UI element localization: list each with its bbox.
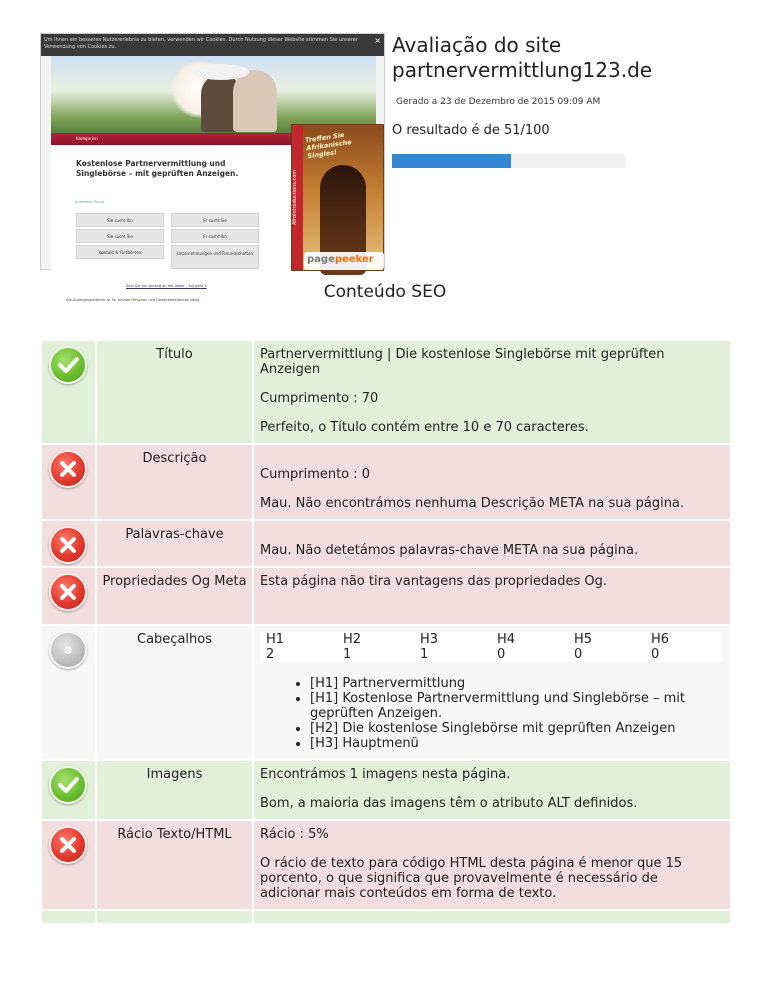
heading-tag: H1 — [260, 632, 337, 647]
headings-list — [310, 676, 722, 751]
banner-photo — [51, 56, 376, 133]
heading-tag: H2 — [337, 632, 414, 647]
close-icon: × — [374, 36, 381, 45]
row-label: Título — [97, 341, 252, 443]
row-label: Propriedades Og Meta — [97, 568, 252, 624]
score-progress-bar — [392, 154, 626, 168]
thumb-button: Sie sucht Ihn — [76, 213, 164, 227]
row-value — [254, 341, 730, 443]
heading-count: 0 — [491, 647, 568, 662]
heading-count: 1 — [337, 647, 414, 662]
heading-tag: H6 — [645, 632, 722, 647]
row-label — [97, 911, 252, 923]
row-label: Cabeçalhos — [97, 626, 252, 759]
status-cell — [42, 761, 95, 819]
cross-icon — [49, 826, 87, 864]
description-length: Cumprimento : 0 — [260, 467, 371, 482]
thumb-button: Er sucht Sie — [171, 213, 259, 227]
row-value — [254, 761, 730, 819]
row-value — [254, 626, 730, 759]
row-label: Rácio Texto/HTML — [97, 821, 252, 909]
images-verdict: Bom, a maioria das imagens têm o atributo ALT definidos. — [260, 796, 638, 811]
description-verdict: Mau. Não encontrámos nenhuma Descrição META na sua página. — [260, 496, 685, 511]
status-cell — [42, 626, 95, 759]
heading-count: 0 — [568, 647, 645, 662]
list-item: • [H1] Kostenlose Partnervermittlung und Singlebörse – mit geprüften Anzeigen. — [310, 691, 722, 721]
info-dot-icon — [49, 631, 87, 669]
list-item: • [H3] Hauptmenü — [310, 736, 722, 751]
page-title: Avaliação do site partnervermittlung123.de — [392, 33, 653, 82]
table-row-ratio — [42, 821, 730, 909]
row-label: Palavras-chave — [97, 521, 252, 566]
heading-tag: H3 — [414, 632, 491, 647]
thumb-links: Anmelden Suche — [75, 200, 105, 204]
thumb-ad-banner — [291, 124, 384, 271]
check-icon — [49, 766, 87, 804]
row-label: Imagens — [97, 761, 252, 819]
row-value — [254, 521, 730, 566]
table-row-title — [42, 341, 730, 443]
thumb-button: Unternehmungen und Freundschaften — [171, 245, 259, 269]
banner-hat — [193, 64, 249, 80]
pagepeeker-logo-a: page — [307, 254, 335, 265]
title-value: Partnervermittlung | Die kostenlose Singlebörse mit geprüften Anzeigen — [260, 347, 665, 377]
status-cell — [42, 568, 95, 624]
og-verdict: Esta página não tira vantagens das propriedades Og. — [260, 574, 607, 589]
list-item: • [H2] Die kostenlose Singlebörse mit geprüften Anzeigen — [310, 721, 722, 736]
ad-side-label: AfroIntroductions.com — [292, 125, 303, 270]
keywords-verdict: Mau. Não detetámos palavras-chave META na sua página. — [260, 543, 639, 558]
thumb-menu-label: Kategorien — [76, 136, 98, 141]
row-value — [254, 821, 730, 909]
heading-tag: H5 — [568, 632, 645, 647]
heading-tag: H4 — [491, 632, 568, 647]
table-row-images — [42, 761, 730, 819]
status-cell — [42, 445, 95, 519]
headings-count-grid — [260, 632, 722, 662]
score-progress-fill — [392, 154, 511, 168]
thumb-note: Sind Sie von Anfang an mit dabei – Auf geht´s — [126, 284, 207, 288]
cross-icon — [49, 573, 87, 611]
row-value — [254, 568, 730, 624]
thumb-button: Sie sucht Sie — [76, 229, 164, 243]
banner-person-woman — [233, 70, 277, 132]
pagepeeker-logo — [304, 252, 384, 270]
status-cell — [42, 821, 95, 909]
table-row-headings — [42, 626, 730, 759]
seo-content-table — [40, 339, 732, 925]
images-found: Encontrámos 1 imagens nesta página. — [260, 767, 511, 782]
table-row-og — [42, 568, 730, 624]
section-title: Conteúdo SEO — [323, 282, 447, 302]
check-icon — [49, 346, 87, 384]
cross-icon — [49, 526, 87, 564]
cross-icon — [49, 450, 87, 488]
heading-count: 2 — [260, 647, 337, 662]
ratio-verdict: O rácio de texto para código HTML desta página é menor que 15 porcento, o que significa que provavelmente é necessário de adicionar mais conteúdos em forma de texto. — [260, 856, 683, 901]
ratio-value: Rácio : 5% — [260, 827, 329, 842]
pagepeeker-logo-b: peeker — [334, 254, 374, 265]
status-cell — [42, 911, 95, 923]
status-cell — [42, 341, 95, 443]
cookie-notice — [41, 34, 384, 56]
row-value — [254, 911, 730, 923]
status-cell — [42, 521, 95, 566]
thumb-button: Er sucht Ihn — [171, 229, 259, 243]
thumb-button: Kontakt & Flirtbörsen — [76, 245, 164, 259]
ad-tagline: Treffen Sie Afrikanische Singles! — [304, 130, 353, 161]
generated-date: Gerado a 23 de Dezembro de 2015 09:09 AM — [396, 97, 601, 107]
title-verdict: Perfeito, o Título contém entre 10 e 70 caracteres. — [260, 420, 589, 435]
title-length: Cumprimento : 70 — [260, 391, 379, 406]
table-row-keywords — [42, 521, 730, 566]
thumb-footer-text: Die Anzeigenplattform ist für private Personen und Gewerbetreibende völlig — [66, 298, 200, 302]
heading-count: 0 — [645, 647, 722, 662]
score-text: O resultado é de 51/100 — [392, 123, 550, 138]
table-row-description — [42, 445, 730, 519]
cookie-text: Um Ihnen ein besseres Nutzererlebnis zu bieten, verwenden wir Cookies. Durch Nutzung dieser Website stimmen Sie unserer Verwendung von Cookies zu. — [44, 37, 358, 50]
table-row-next — [42, 911, 730, 923]
heading-count: 1 — [414, 647, 491, 662]
row-label: Descrição — [97, 445, 252, 519]
thumb-heading: Kostenlose Partnervermittlung und Singlebörse – mit geprüften Anzeigen. — [76, 159, 239, 178]
row-value — [254, 445, 730, 519]
list-item: • [H1] Partnervermittlung — [310, 676, 722, 691]
